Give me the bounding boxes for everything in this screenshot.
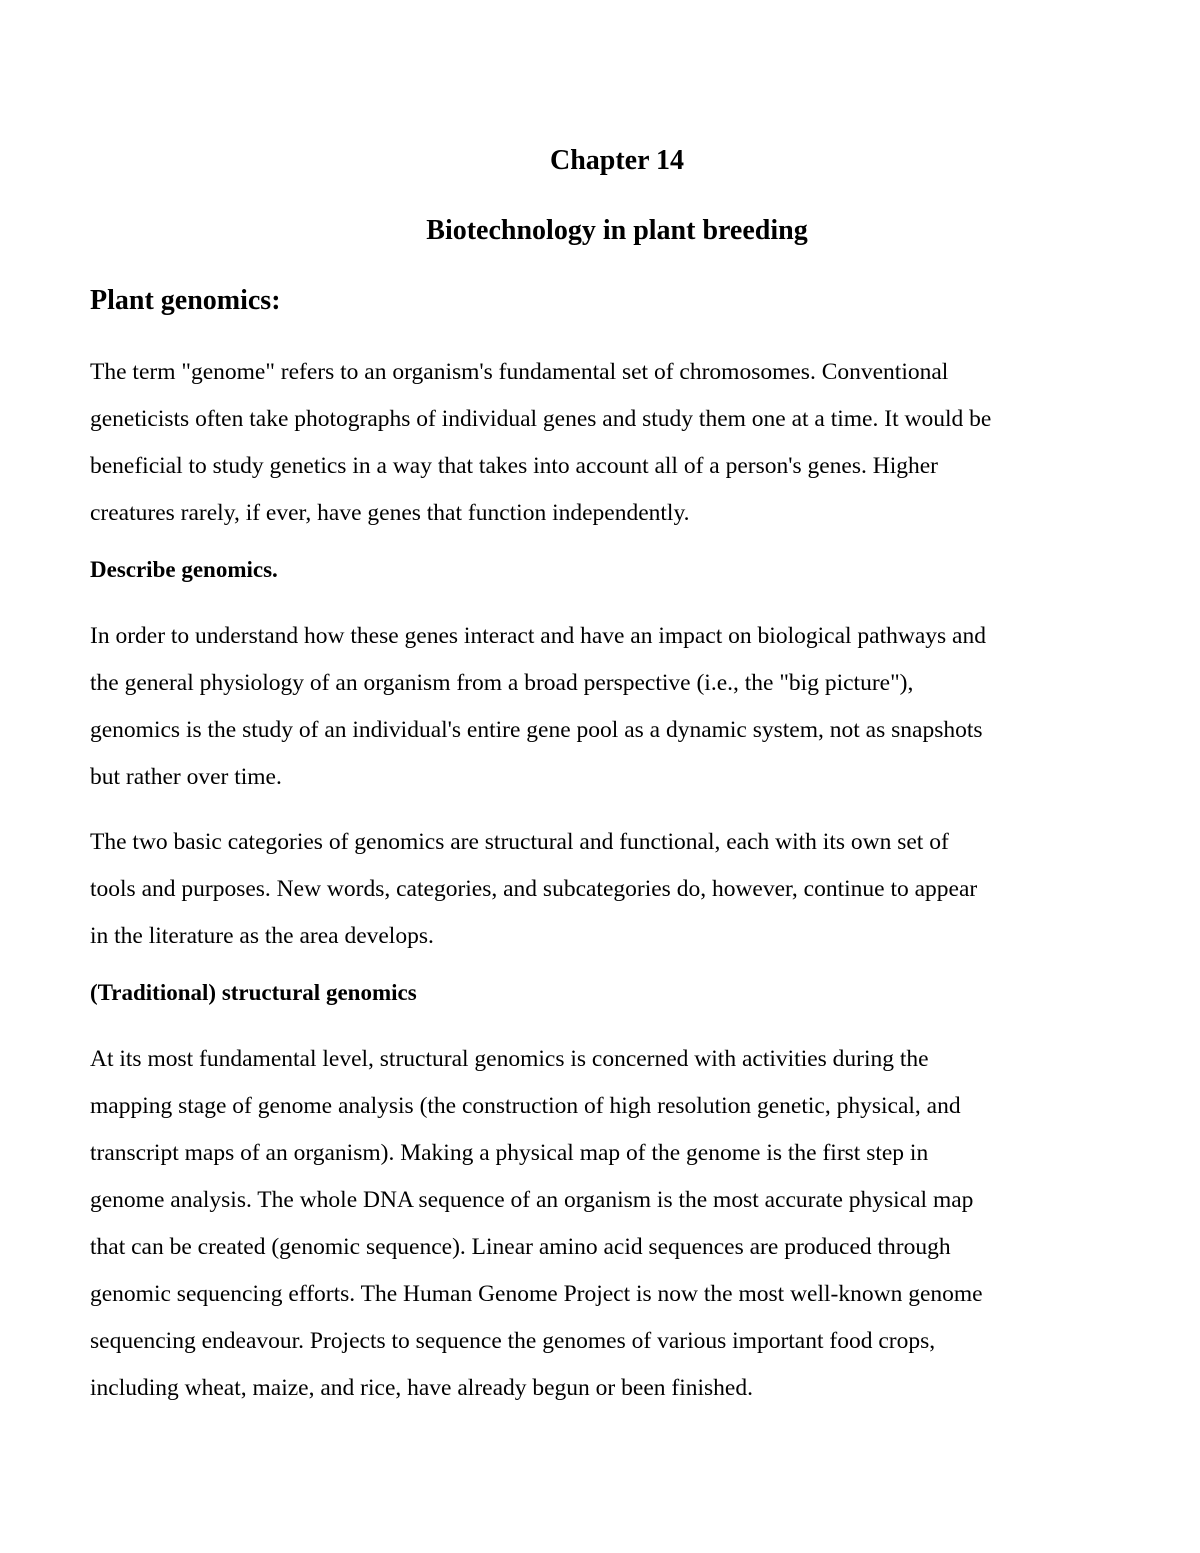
paragraph-line: The term "genome" refers to an organism's fundamental set of chromosomes. Conventional <box>90 359 949 385</box>
paragraph-line: geneticists often take photographs of individual genes and study them one at a time. It would be <box>90 406 992 432</box>
paragraph-line: including wheat, maize, and rice, have already begun or been finished. <box>90 1375 753 1401</box>
paragraph-line: sequencing endeavour. Projects to sequence the genomes of various important food crops, <box>90 1328 936 1354</box>
paragraph-line: genomics is the study of an individual's entire gene pool as a dynamic system, not as snapshots <box>90 717 983 743</box>
describe-paragraph <box>90 613 1150 801</box>
paragraph-line: mapping stage of genome analysis (the construction of high resolution genetic, physical, and <box>90 1093 961 1119</box>
structural-genomics-heading: (Traditional) structural genomics <box>90 980 417 1005</box>
paragraph-line: genomic sequencing efforts. The Human Genome Project is now the most well-known genome <box>90 1281 983 1307</box>
paragraph-line: The two basic categories of genomics are structural and functional, each with its own set of <box>90 829 949 855</box>
intro-paragraph <box>90 349 1150 537</box>
categories-paragraph <box>90 819 1150 960</box>
paragraph-line: that can be created (genomic sequence). Linear amino acid sequences are produced through <box>90 1234 951 1260</box>
paragraph-line: tools and purposes. New words, categories, and subcategories do, however, continue to appear <box>90 876 978 902</box>
chapter-number: Chapter 14 <box>549 145 685 176</box>
paragraph-line: transcript maps of an organism). Making a physical map of the genome is the first step in <box>90 1140 929 1166</box>
paragraph-line: genome analysis. The whole DNA sequence of an organism is the most accurate physical map <box>90 1187 974 1213</box>
paragraph-line: in the literature as the area develops. <box>90 923 434 949</box>
structural-paragraph <box>90 1036 1150 1412</box>
chapter-title: Biotechnology in plant breeding <box>426 215 808 246</box>
paragraph-line: In order to understand how these genes interact and have an impact on biological pathways and <box>90 623 986 649</box>
document-body <box>90 282 1150 1430</box>
paragraph-line: creatures rarely, if ever, have genes that function independently. <box>90 500 690 526</box>
paragraph-line: but rather over time. <box>90 764 282 790</box>
paragraph-line: the general physiology of an organism from a broad perspective (i.e., the "big picture"), <box>90 670 914 696</box>
plant-genomics-heading: Plant genomics: <box>90 285 281 316</box>
describe-genomics-heading: Describe genomics. <box>90 557 278 582</box>
paragraph-line: beneficial to study genetics in a way that takes into account all of a person's genes. Higher <box>90 453 939 479</box>
paragraph-line: At its most fundamental level, structural genomics is concerned with activities during the <box>90 1046 929 1072</box>
